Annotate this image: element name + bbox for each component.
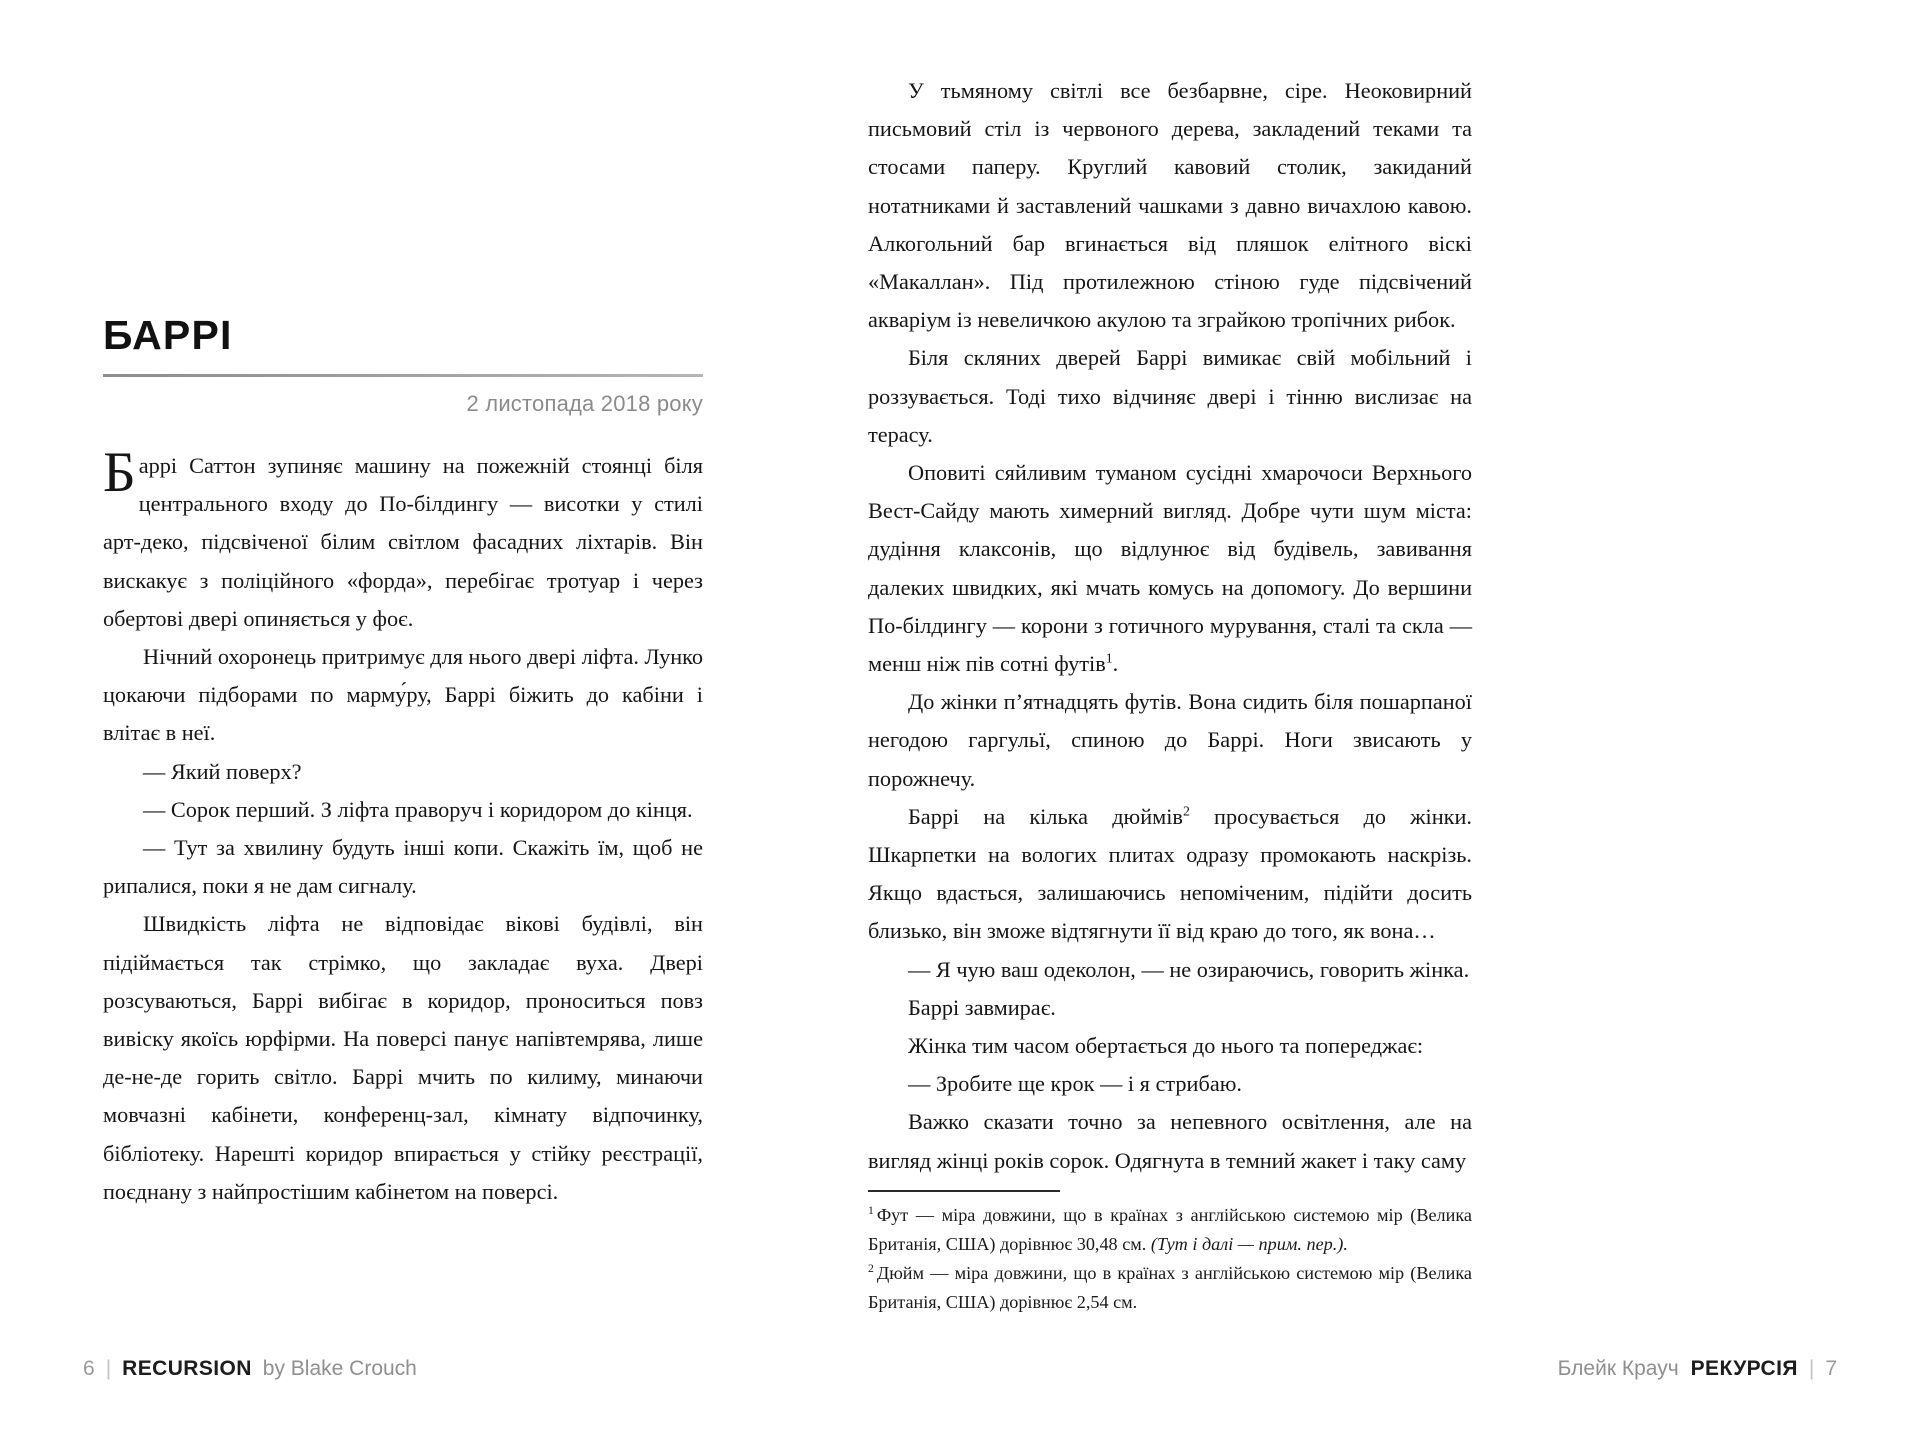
dialogue-line: — Який поверх? xyxy=(143,758,302,784)
footer-separator: | xyxy=(1808,1357,1815,1380)
chapter-date: 2 листопада 2018 року xyxy=(466,391,703,416)
footnote-text: Фут — міра довжини, що в країнах з англійською системою мір (Велика Британія, США) дорівнює 30,48 см. xyxy=(868,1205,1472,1254)
footnote-reference-1: 1 xyxy=(1105,650,1113,666)
dialogue-line: — Тут за хвилину будуть інші копи. Скажіть їм, щоб не рипалися, поки я не дам сигналу. xyxy=(103,835,703,899)
footnote-text: Дюйм — міра довжини, що в країнах з англійською системою мір (Велика Британія, США) дорівнює 2,54 см. xyxy=(868,1263,1472,1312)
paragraph-text: аррі Саттон зупиняє машину на пожежній стоянці біля центрального входу до По-білдингу — висотки у стилі арт-деко, підсвіченої білим світлом фасадних ліхтарів. Він вискакує з поліційного «форда», перебігає тротуар і через обертові двері опиняється у фоє. xyxy=(103,453,703,631)
paragraph-text-tail: . xyxy=(1112,651,1119,677)
dialogue-line: — Сорок перший. З ліфта праворуч і коридором до кінця. xyxy=(143,796,693,822)
paragraph-with-footnote xyxy=(868,798,1472,951)
paragraph-text-tail: просувається до жінки. Шкарпетки на вологих плитах одразу промокають наскрізь. Якщо вдасться, залишаючись непоміченим, підійти досить близько, він зможе відтягнути її від краю до того, як вона… xyxy=(868,803,1472,944)
paragraph: Біля скляних дверей Баррі вимикає свій мобільний і роззувається. Тоді тихо відчиняє двері і тінню вислизає на терасу. xyxy=(868,345,1472,447)
book-author: by Blake Crouch xyxy=(262,1357,417,1380)
drop-cap: Б xyxy=(103,441,136,504)
footnote-divider xyxy=(868,1190,1060,1192)
footnote-item xyxy=(868,1259,1472,1317)
paragraph: Баррі завмирає. xyxy=(908,994,1056,1020)
book-title: RECURSION xyxy=(122,1357,252,1380)
footnotes-block xyxy=(868,1190,1472,1317)
paragraph-dropcap xyxy=(103,441,703,638)
paragraph-with-footnote xyxy=(868,454,1472,683)
left-body-text xyxy=(103,441,703,1211)
paragraph-text: Баррі на кілька дюймів xyxy=(908,803,1183,829)
right-page-footer xyxy=(1558,1357,1837,1381)
paragraph: Жінка тим часом обертається до нього та попереджає: xyxy=(908,1033,1424,1059)
page-number: 6 xyxy=(83,1357,95,1380)
right-page xyxy=(868,0,1920,1438)
paragraph: Швидкість ліфта не відповідає вікові будівлі, він підіймається так стрімко, що закладає вуха. Двері розсуваються, Баррі вибігає в коридор, проноситься повз вивіску якоїсь юрфірми. На поверсі панує напівтемрява, лише де-не-де горить світло. Баррі мчить по килиму, минаючи мовчазні кабінети, конференц-зал, кімнату відпочинку, бібліотеку. Нарешті коридор впирається у стійку реєстрації, поєднану з найпростішим кабінетом на поверсі. xyxy=(103,911,703,1204)
book-title: РЕКУРСІЯ xyxy=(1690,1357,1798,1380)
paragraph: Важко сказати точно за непевного освітлення, але на вигляд жінці років сорок. Одягнута в темний жакет і таку саму xyxy=(868,1109,1472,1173)
paragraph: Нічний охоронець притримує для нього двері ліфта. Лунко цокаючи підборами по марму́ру, Баррі біжить до кабіни і влітає в неї. xyxy=(103,644,703,746)
chapter-divider xyxy=(103,374,703,377)
left-text-column xyxy=(103,0,703,1211)
page-title: БАРРІ xyxy=(103,312,233,358)
footnote-marker-2: 2 xyxy=(868,1261,874,1275)
chapter-header xyxy=(103,312,703,417)
right-body-text xyxy=(868,72,1472,1180)
paragraph-text: Оповиті сяйливим туманом сусідні хмарочоси Верхнього Вест-Сайду мають химерний вигляд. Добре чути шум міста: дудіння клаксонів, що відлунює від будівель, завивання далеких швидких, які мчать комусь на допомогу. До вершини По-білдингу — корони з готичного мурування, сталі та скла — менш ніж пів сотні футів xyxy=(868,460,1472,677)
paragraph: До жінки п’ятнадцять футів. Вона сидить біля пошарпаної негодою гаргульї, спиною до Баррі. Ноги звисають у порожнечу. xyxy=(868,689,1472,791)
dialogue-line: — Я чую ваш одеколон, — не озираючись, говорить жінка. xyxy=(908,956,1470,982)
left-page-footer xyxy=(83,1357,417,1381)
footnote-item xyxy=(868,1201,1472,1259)
footer-separator: | xyxy=(105,1357,112,1380)
footnote-note-italic: (Тут і далі — прим. пер.). xyxy=(1150,1234,1348,1254)
footnote-reference-2: 2 xyxy=(1182,803,1190,819)
footnote-marker-1: 1 xyxy=(868,1203,874,1217)
page-number: 7 xyxy=(1825,1357,1837,1380)
dialogue-line: — Зробите ще крок — і я стрибаю. xyxy=(908,1071,1242,1097)
book-author: Блейк Крауч xyxy=(1557,1357,1679,1380)
paragraph: У тьмяному світлі все безбарвне, сіре. Неоковирний письмовий стіл із червоного дерева, закладений теками та стосами паперу. Круглий кавовий столик, закиданий нотатниками й заставлений чашками з давно вичахлою кавою. Алкогольний бар вгинається від пляшок елітного віскі «Макаллан». Під протилежною стіною гуде підсвічений акваріум із невеличкою акулою та зграйкою тропічних рибок. xyxy=(868,78,1472,333)
